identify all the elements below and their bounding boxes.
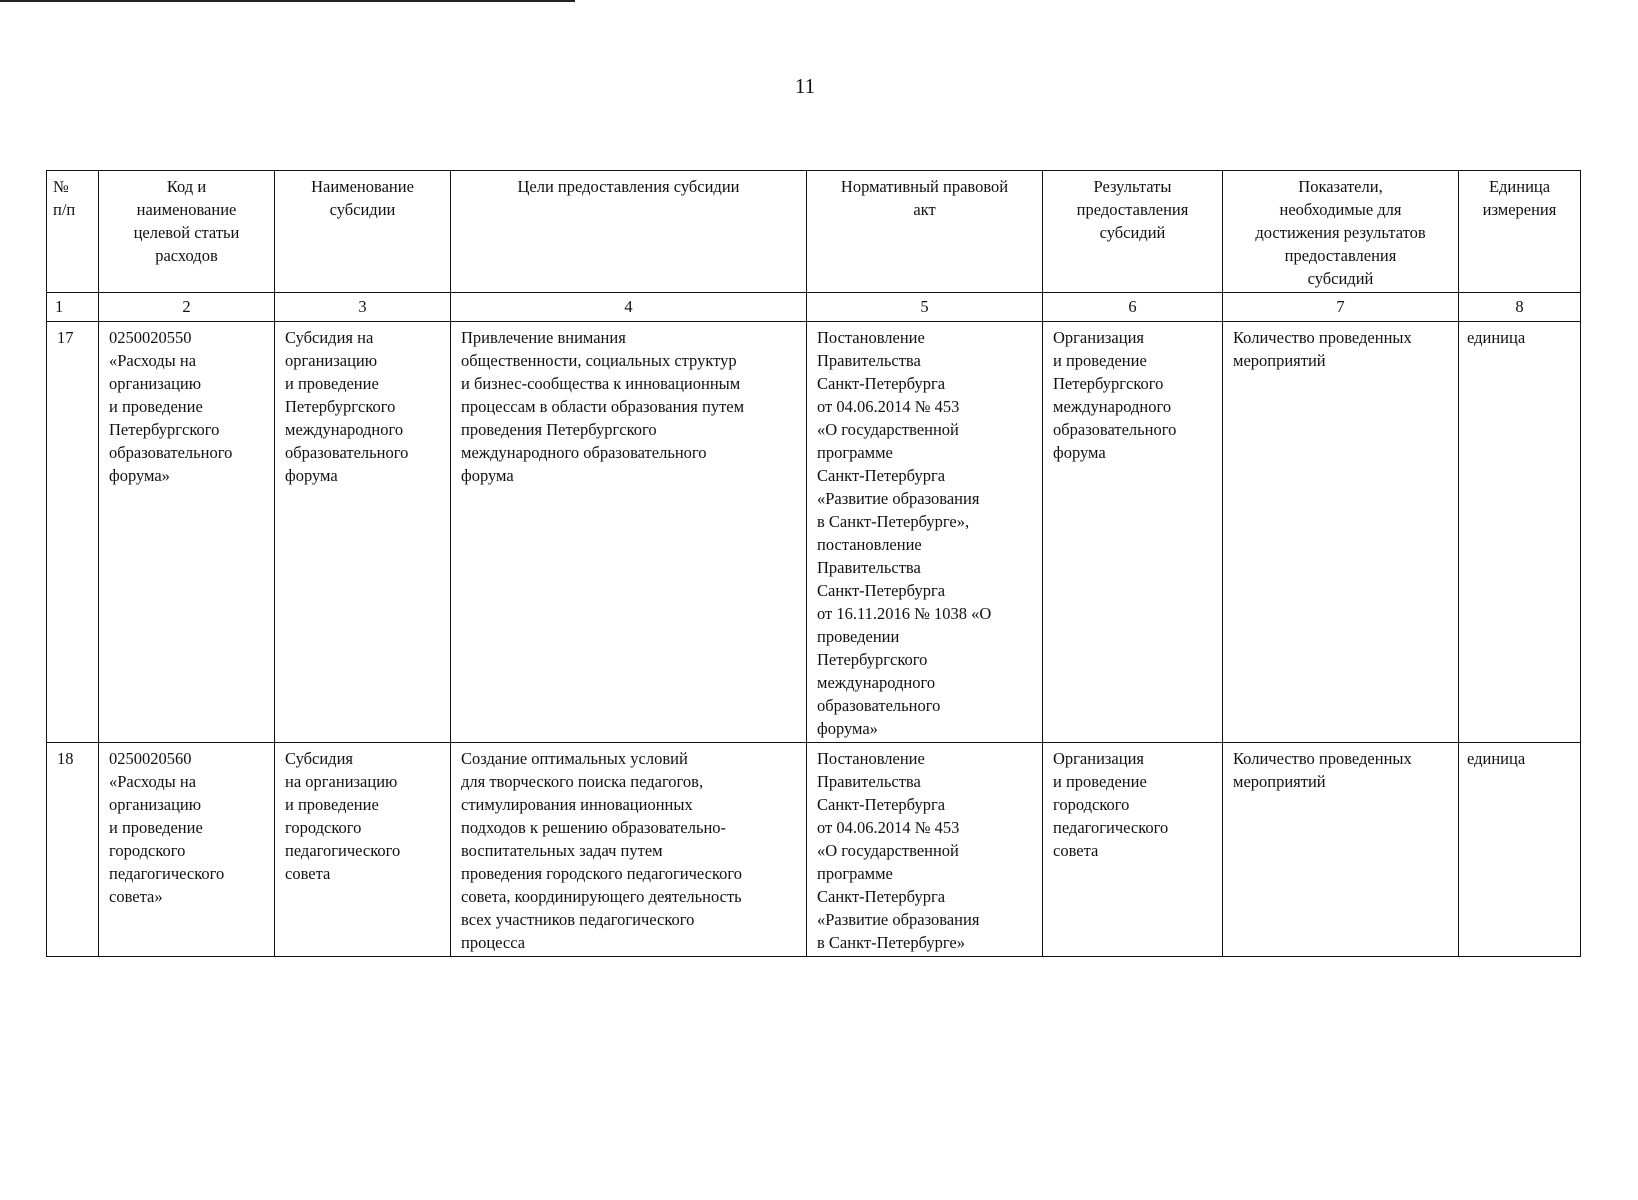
header-label: Нормативный правовой акт: [840, 177, 1009, 219]
indicators-cell: Количество проведенных мероприятий: [1223, 322, 1459, 743]
results-cell: Организация и проведение городского педагогического совета: [1043, 743, 1223, 957]
unit-cell: единица: [1459, 743, 1581, 957]
page-number: 11: [794, 74, 816, 98]
header-cell-indicators: [1223, 171, 1459, 293]
header-cell-unit: [1459, 171, 1581, 293]
header-cell-code: [99, 171, 275, 293]
header-cell-legal-act: [807, 171, 1043, 293]
table-row: [47, 322, 1581, 743]
column-number: 8: [1459, 293, 1581, 322]
header-cell-subsidy-name: [275, 171, 451, 293]
header-label: Результаты предоставления субсидий: [1076, 177, 1189, 242]
row-number-cell: 17: [47, 322, 99, 743]
goals-cell: Создание оптимальных условий для творческого поиска педагогов, стимулирования инновационных подходов к решению образовательно- воспитательных задач путем проведения городского педагогического совета, координирующего деятельность всех участников педагогического процесса: [451, 743, 807, 957]
column-number: 7: [1223, 293, 1459, 322]
header-label: № п/п: [53, 177, 76, 219]
column-number: 2: [99, 293, 275, 322]
table-row: [47, 743, 1581, 957]
code-name-cell: 0250020560 «Расходы на организацию и проведение городского педагогического совета»: [99, 743, 275, 957]
legal-act-cell: Постановление Правительства Санкт-Петербурга от 04.06.2014 № 453 «О государственной программе Санкт-Петербурга «Развитие образования в Санкт-Петербурге», постановление Правительства Санкт-Петербурга от 16.11.2016 № 1038 «О проведении Петербургского международного образовательного форума»: [807, 322, 1043, 743]
header-row: [47, 171, 1581, 293]
subsidy-name-cell: Субсидия на организацию и проведение городского педагогического совета: [275, 743, 451, 957]
column-number: 3: [275, 293, 451, 322]
header-label: Наименование субсидии: [311, 177, 414, 219]
header-cell-goals: [451, 171, 807, 293]
subsidy-name-cell: Субсидия на организацию и проведение Петербургского международного образовательного форума: [275, 322, 451, 743]
header-label: Единица измерения: [1482, 177, 1557, 219]
row-number-cell: 18: [47, 743, 99, 957]
column-number: 4: [451, 293, 807, 322]
results-cell: Организация и проведение Петербургского международного образовательного форума: [1043, 322, 1223, 743]
top-rule: [0, 0, 575, 2]
header-label: Код и наименование целевой статьи расходов: [133, 177, 240, 265]
legal-act-cell: Постановление Правительства Санкт-Петербурга от 04.06.2014 № 453 «О государственной программе Санкт-Петербурга «Развитие образования в Санкт-Петербурге»: [807, 743, 1043, 957]
header-label: Показатели, необходимые для достижения результатов предоставления субсидий: [1255, 177, 1426, 288]
goals-cell: Привлечение внимания общественности, социальных структур и бизнес-сообщества к инновационным процессам в области образования путем проведения Петербургского международного образовательного форума: [451, 322, 807, 743]
indicators-cell: Количество проведенных мероприятий: [1223, 743, 1459, 957]
unit-cell: единица: [1459, 322, 1581, 743]
column-number: 6: [1043, 293, 1223, 322]
code-name-cell: 0250020550 «Расходы на организацию и проведение Петербургского образовательного форума»: [99, 322, 275, 743]
header-cell-results: [1043, 171, 1223, 293]
header-label: Цели предоставления субсидии: [517, 177, 740, 196]
header-cell-num: [47, 171, 99, 293]
subsidy-table: [46, 170, 1581, 957]
column-number: 5: [807, 293, 1043, 322]
column-number-row: [47, 293, 1581, 322]
column-number: 1: [47, 293, 99, 322]
